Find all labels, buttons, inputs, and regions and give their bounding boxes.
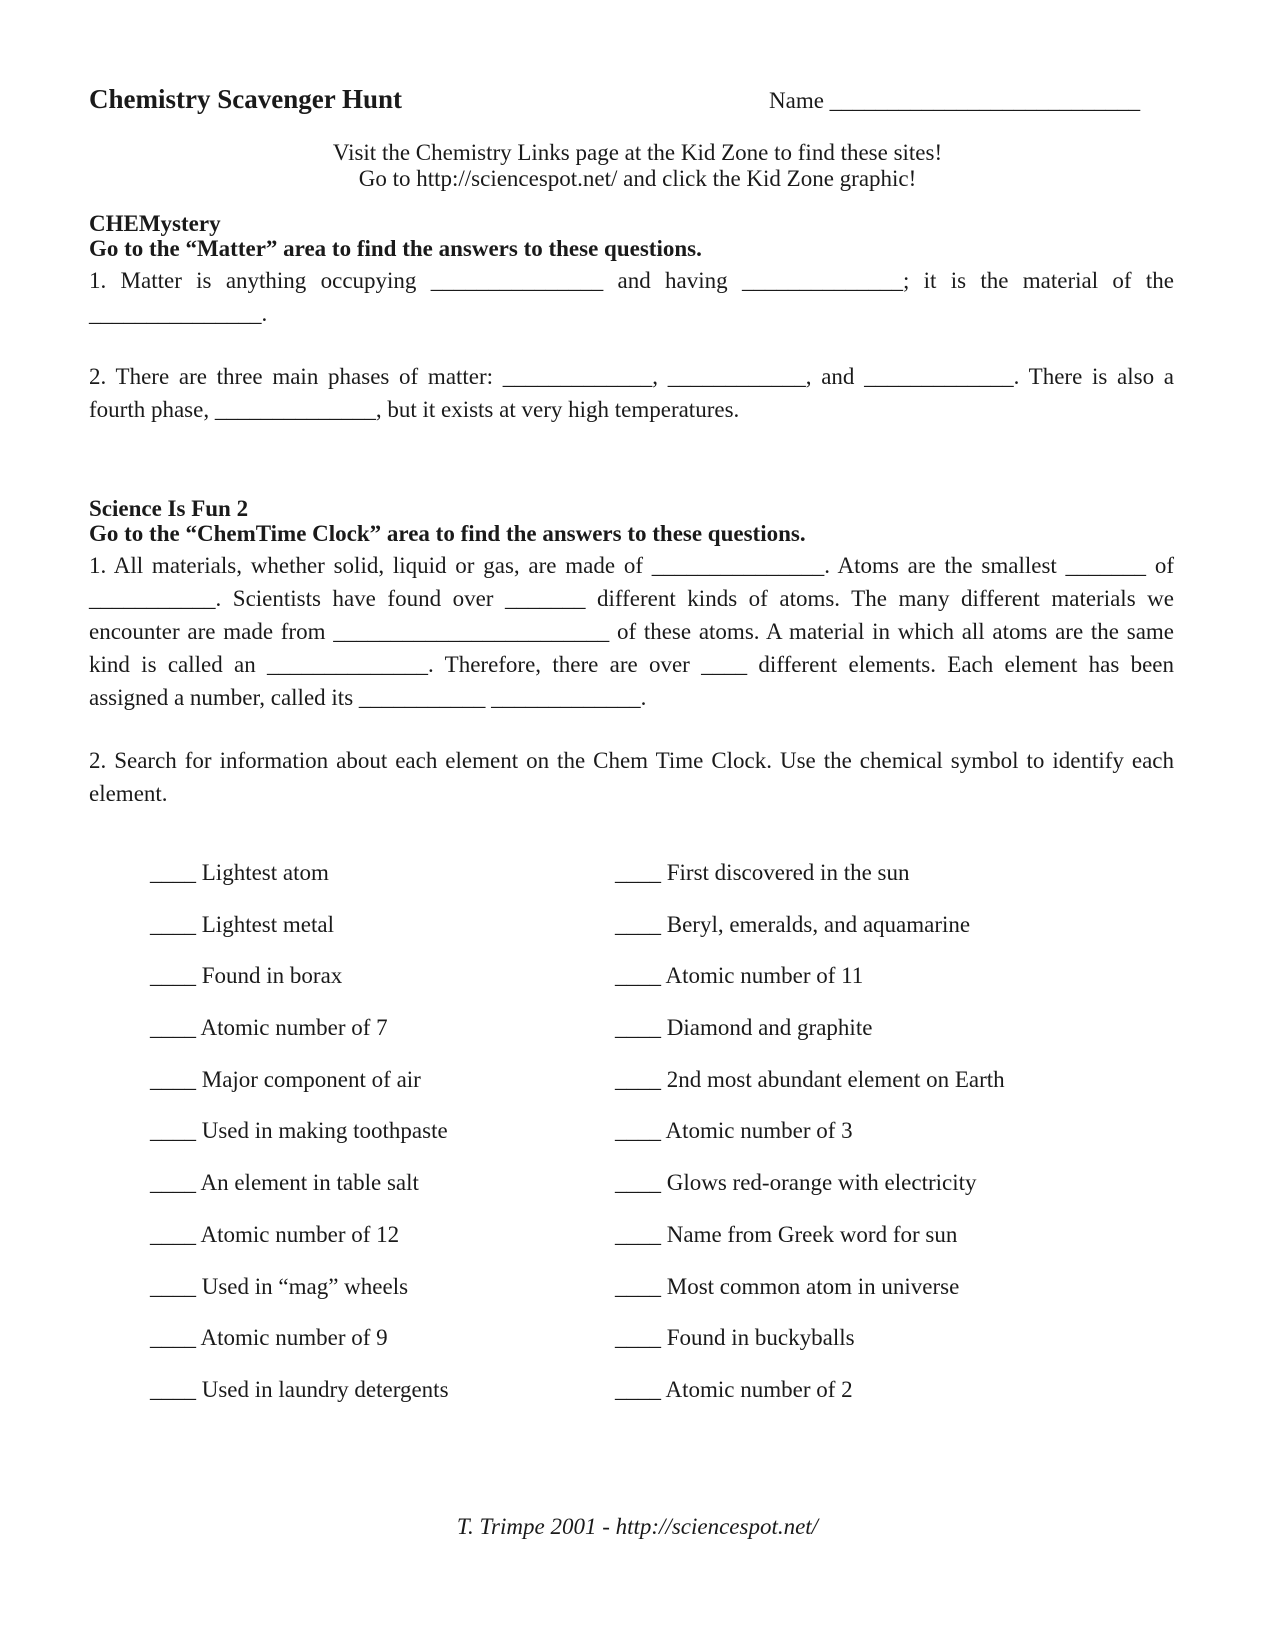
element-clue: ____ Atomic number of 7	[150, 1015, 388, 1041]
section-chemystery	[89, 211, 1174, 426]
element-clue: ____ Glows red-orange with electricity	[615, 1170, 977, 1196]
element-clue: ____ Found in buckyballs	[615, 1325, 855, 1351]
element-clue: ____ Most common atom in universe	[615, 1273, 960, 1299]
element-clue: ____ Used in making toothpaste	[150, 1118, 448, 1144]
science-fun-question-2: 2. Search for information about each element on the Chem Time Clock. Use the chemical symbol to identify each element.	[89, 748, 1174, 806]
element-clue: ____ First discovered in the sun	[615, 860, 910, 885]
element-clue: ____ Used in “mag” wheels	[150, 1273, 409, 1299]
element-clue: ____ Diamond and graphite	[615, 1015, 873, 1041]
footer-credit: T. Trimpe 2001 - http://sciencespot.net/	[456, 1514, 819, 1539]
name-field: Name ___________________________	[769, 88, 1141, 113]
intro-line-2: Go to http://sciencespot.net/ and click the Kid Zone graphic!	[358, 166, 917, 191]
element-clues-left-column	[150, 860, 590, 1429]
science-fun-question-1: 1. All materials, whether solid, liquid or gas, are made of _______________. Atoms are the smallest _______ of ___________. Scientists have found over _______ different kinds of atoms. The many different materials we encounter are made from ________________________ of these atoms. A material in which all atoms are the same kind is called an ______________. Therefore, there are over ____ different elements. Each element has been assigned a number, called its ___________ _____________.	[89, 553, 1174, 710]
element-clue: ____ Used in laundry detergents	[150, 1376, 449, 1402]
element-clue: ____ An element in table salt	[150, 1170, 419, 1196]
chemystery-question-1: 1. Matter is anything occupying _______________ and having ______________; it is the material of the _______________.	[89, 268, 1174, 326]
section-science-fun	[89, 496, 1174, 810]
element-clue: ____ Atomic number of 9	[150, 1325, 388, 1351]
element-clue: ____ Major component of air	[150, 1066, 421, 1092]
element-clue: ____ Found in borax	[150, 963, 343, 989]
intro-text	[0, 140, 1275, 192]
section-science-fun-instruction: Go to the “ChemTime Clock” area to find the answers to these questions.	[89, 521, 806, 546]
element-clues-right-column	[615, 860, 1055, 1429]
page-title: Chemistry Scavenger Hunt	[89, 84, 402, 114]
intro-line-1: Visit the Chemistry Links page at the Kid Zone to find these sites!	[332, 140, 943, 165]
element-clue: ____ Atomic number of 2	[615, 1376, 853, 1402]
section-science-fun-name: Science Is Fun 2	[89, 496, 249, 521]
section-chemystery-instruction: Go to the “Matter” area to find the answers to these questions.	[89, 236, 702, 261]
element-clue: ____ Name from Greek word for sun	[615, 1221, 958, 1247]
element-clue: ____ Beryl, emeralds, and aquamarine	[615, 911, 971, 937]
element-clue: ____ Lightest metal	[150, 911, 334, 937]
element-clue: ____ 2nd most abundant element on Earth	[615, 1066, 1005, 1092]
element-clue: ____ Atomic number of 3	[615, 1118, 853, 1144]
element-clue: ____ Lightest atom	[150, 860, 329, 885]
element-clue: ____ Atomic number of 12	[150, 1221, 400, 1247]
element-clue: ____ Atomic number of 11	[615, 963, 864, 989]
section-chemystery-name: CHEMystery	[89, 211, 221, 236]
chemystery-question-2: 2. There are three main phases of matter: _____________, ____________, and _____________. There is also a fourth phase, ______________, but it exists at very high temperatures.	[89, 364, 1174, 422]
